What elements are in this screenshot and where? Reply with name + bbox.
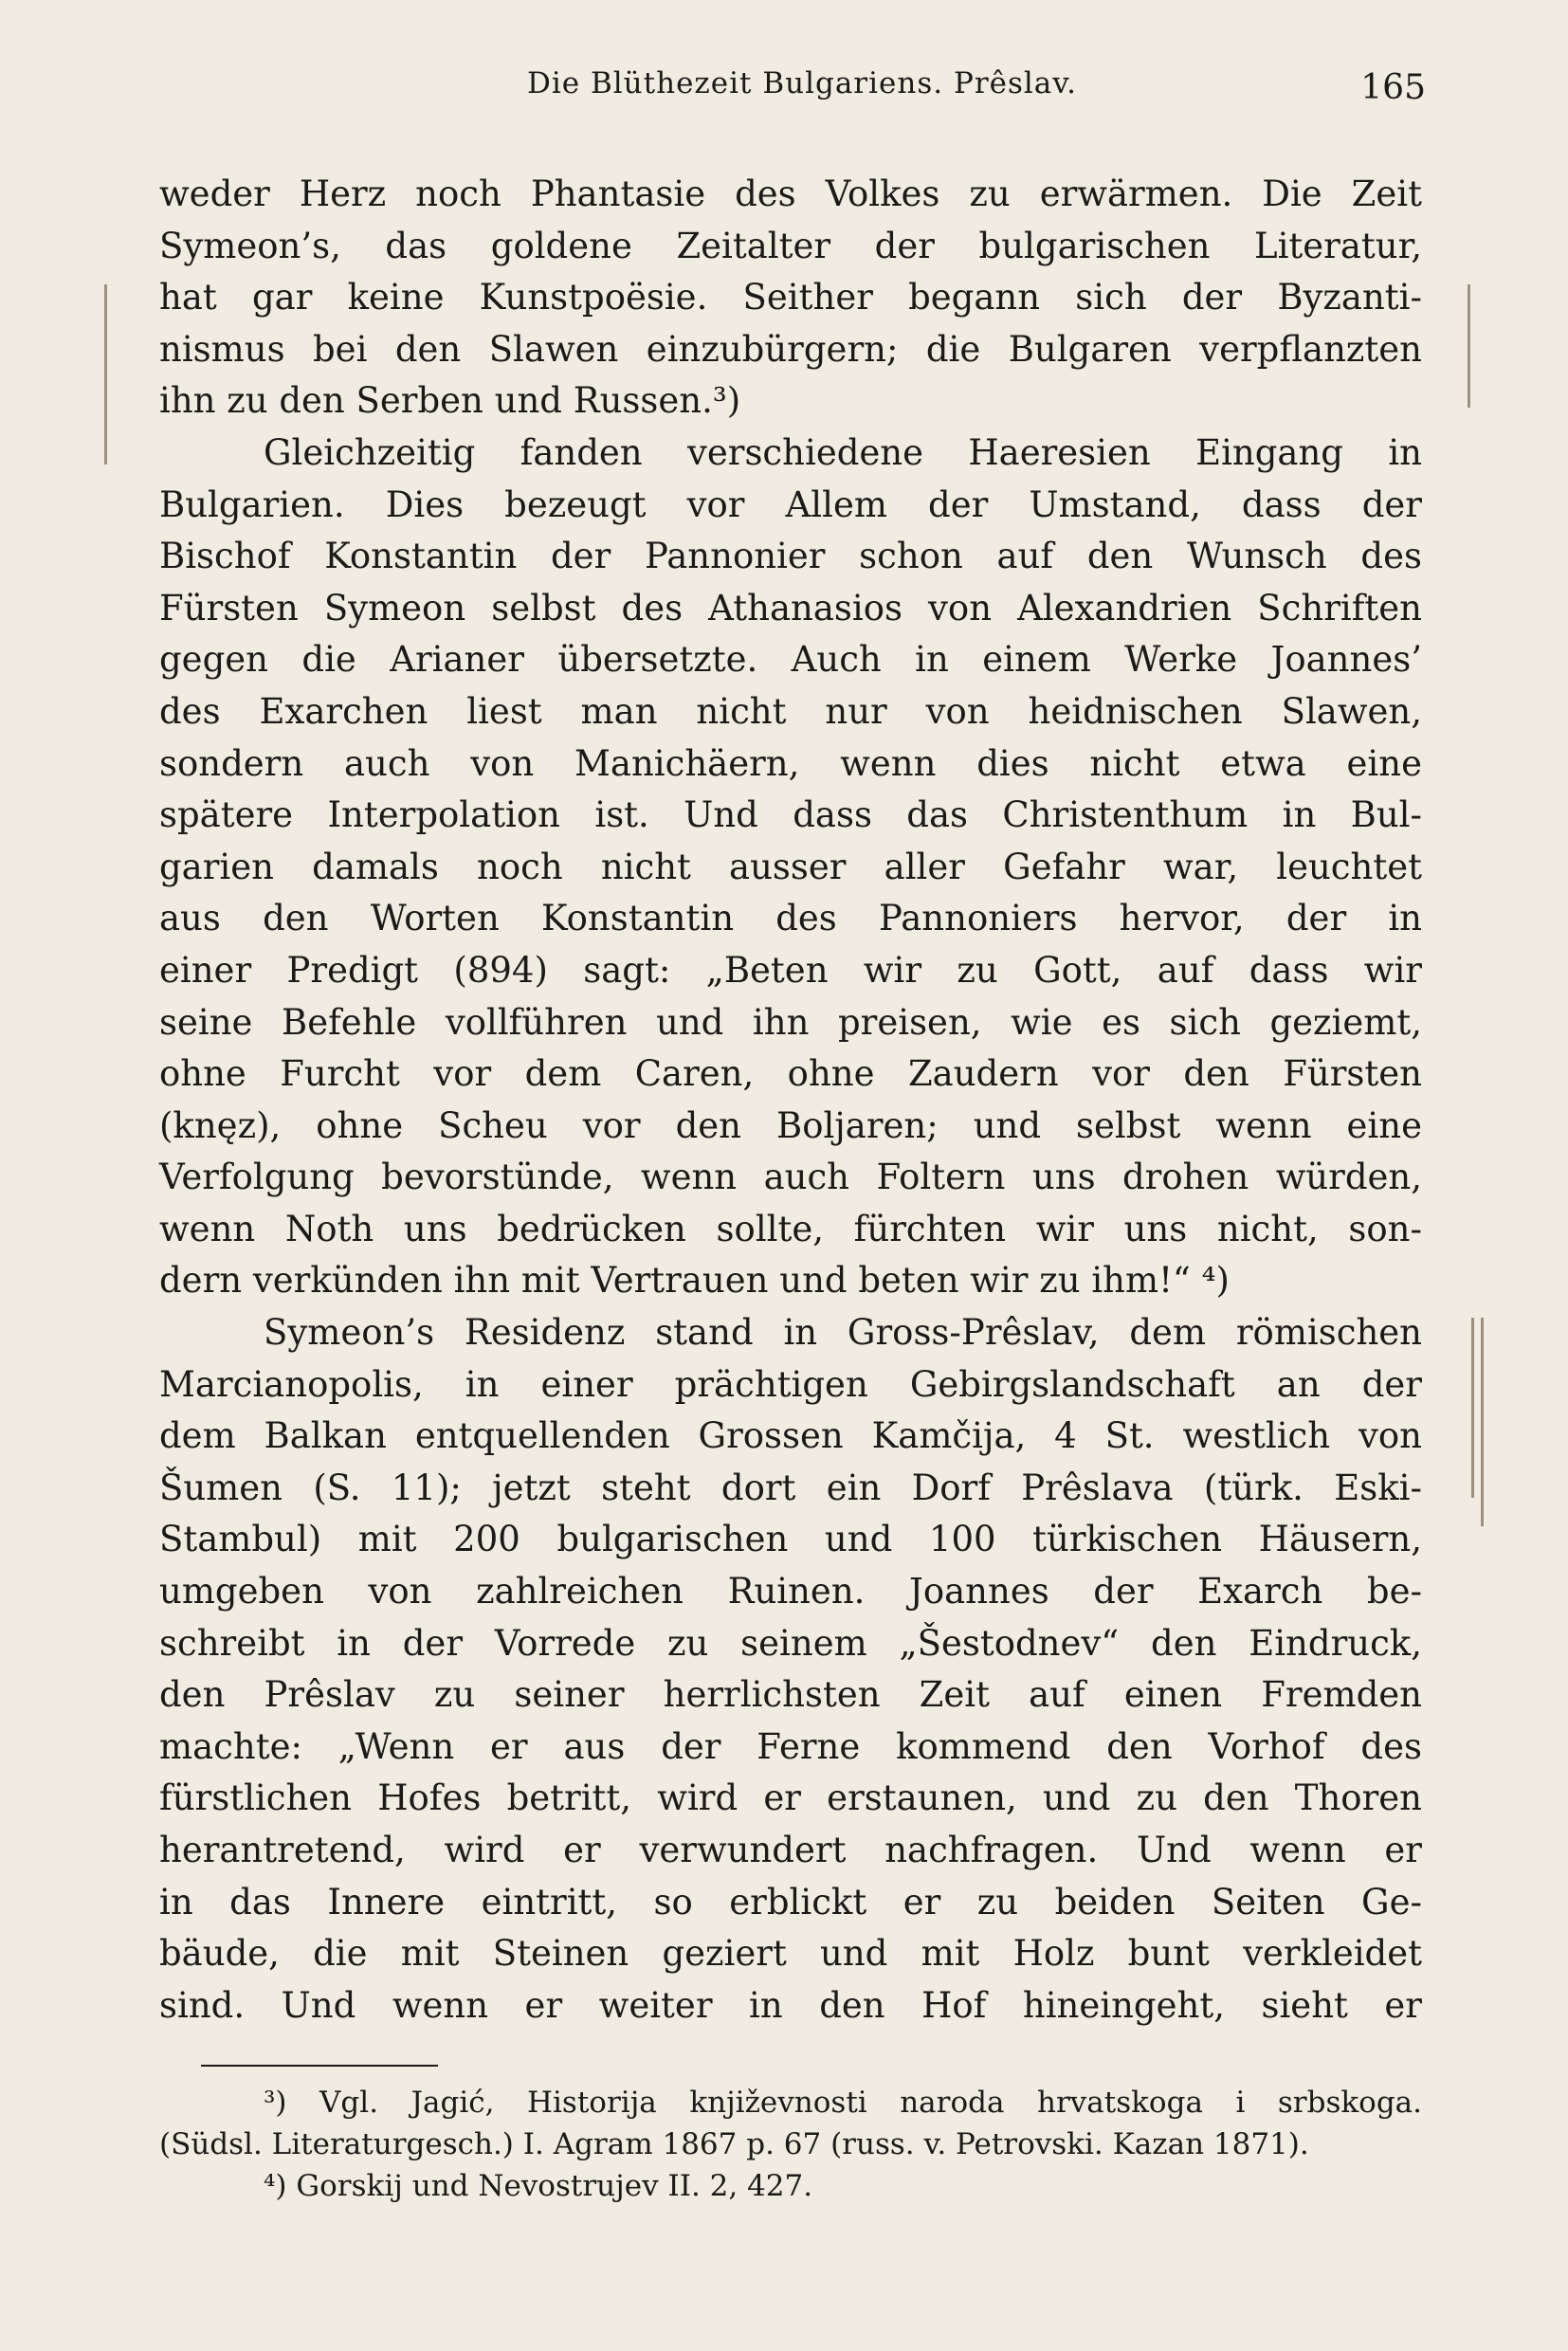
text-line: spätere Interpolation ist. Und dass das Christenthum in Bul- — [159, 794, 1422, 836]
text-line: Bischof Konstantin der Pannonier schon auf den Wunsch des — [159, 536, 1422, 577]
text-line: dern verkünden ihn mit Vertrauen und beten wir zu ihm!“ ⁴) — [159, 1260, 1230, 1302]
text-line: Šumen (S. 11); jetzt steht dort ein Dorf Prêslava (türk. Eski- — [159, 1467, 1422, 1508]
text-line: seine Befehle vollführen und ihn preisen, wie es sich geziemt, — [159, 1001, 1422, 1043]
footnote-4-line: ⁴) Gorskij und Nevostrujev II. 2, 427. — [264, 2169, 813, 2203]
text-line: sondern auch von Manichäern, wenn dies nicht etwa eine — [159, 742, 1422, 784]
page-number: 165 — [1360, 68, 1426, 107]
margin-mark — [1471, 1318, 1474, 1498]
paragraph-start-line: Gleichzeitig fanden verschiedene Haeresien Eingang in — [264, 431, 1422, 473]
text-line: weder Herz noch Phantasie des Volkes zu erwärmen. Die Zeit — [159, 173, 1422, 214]
body-text — [159, 169, 1422, 2032]
footnotes — [159, 2082, 1422, 2207]
text-line: Bulgarien. Dies bezeugt vor Allem der Umstand, dass der — [159, 483, 1422, 525]
text-line: den Prêslav zu seiner herrlichsten Zeit auf einen Fremden — [159, 1674, 1422, 1716]
text-line: Stambul) mit 200 bulgarischen und 100 türkischen Häusern, — [159, 1519, 1422, 1560]
page-header — [159, 59, 1426, 116]
text-line: wenn Noth uns bedrücken sollte, fürchten wir uns nicht, son- — [159, 1208, 1422, 1249]
text-line: Symeon’s, das goldene Zeitalter der bulgarischen Literatur, — [159, 225, 1422, 266]
margin-mark — [1468, 284, 1470, 408]
running-title: Die Blüthezeit Bulgariens. Prêslav. — [527, 66, 1077, 100]
text-line: schreibt in der Vorrede zu seinem „Šestodnev“ den Eindruck, — [159, 1622, 1422, 1664]
text-line: Fürsten Symeon selbst des Athanasios von Alexandrien Schriften — [159, 587, 1422, 629]
text-line: in das Innere eintritt, so erblickt er zu beiden Seiten Ge- — [159, 1881, 1422, 1923]
footnote-3-line: ³) Vgl. Jagić, Historija književnosti naroda hrvatskoga i srbskoga. — [264, 2086, 1422, 2120]
text-line: aus den Worten Konstantin des Pannoniers hervor, der in — [159, 898, 1422, 939]
text-line: umgeben von zahlreichen Ruinen. Joannes der Exarch be- — [159, 1571, 1422, 1613]
text-line: Verfolgung bevorstünde, wenn auch Foltern uns drohen würden, — [159, 1157, 1422, 1198]
text-line: sind. Und wenn er weiter in den Hof hineingeht, sieht er — [159, 1984, 1422, 2026]
text-line: (knęz), ohne Scheu vor den Boljaren; und selbst wenn eine — [159, 1104, 1422, 1146]
margin-mark — [1481, 1318, 1484, 1526]
text-line: hat gar keine Kunstpoësie. Seither begann sich der Byzanti- — [159, 277, 1422, 319]
text-line: gegen die Arianer übersetzte. Auch in einem Werke Joannes’ — [159, 639, 1422, 681]
text-line: machte: „Wenn er aus der Ferne kommend den Vorhof des — [159, 1725, 1422, 1767]
footnote-3-line: (Südsl. Literaturgesch.) I. Agram 1867 p. 67 (russ. v. Petrovski. Kazan 1871). — [159, 2127, 1309, 2161]
footnote-rule — [201, 2065, 438, 2067]
text-line: Marcianopolis, in einer prächtigen Gebirgslandschaft an der — [159, 1363, 1422, 1405]
text-line: fürstlichen Hofes betritt, wird er erstaunen, und zu den Thoren — [159, 1777, 1422, 1819]
margin-mark — [104, 284, 107, 465]
text-line: des Exarchen liest man nicht nur von heidnischen Slawen, — [159, 690, 1422, 732]
text-line: garien damals noch nicht ausser aller Gefahr war, leuchtet — [159, 846, 1422, 887]
text-line: herantretend, wird er verwundert nachfragen. Und wenn er — [159, 1830, 1422, 1870]
text-line: dem Balkan entquellenden Grossen Kamčija, 4 St. westlich von — [159, 1415, 1422, 1457]
text-line: ohne Furcht vor dem Caren, ohne Zaudern vor den Fürsten — [159, 1053, 1422, 1095]
text-line: bäude, die mit Steinen geziert und mit Holz bunt verkleidet — [159, 1933, 1422, 1975]
text-line: einer Predigt (894) sagt: „Beten wir zu Gott, auf dass wir — [159, 949, 1422, 991]
text-line: ihn zu den Serben und Russen.³) — [159, 380, 741, 422]
paragraph-start-line: Symeon’s Residenz stand in Gross-Prêslav, dem römischen — [264, 1312, 1422, 1354]
text-line: nismus bei den Slawen einzubürgern; die Bulgaren verpflanzten — [159, 328, 1422, 370]
